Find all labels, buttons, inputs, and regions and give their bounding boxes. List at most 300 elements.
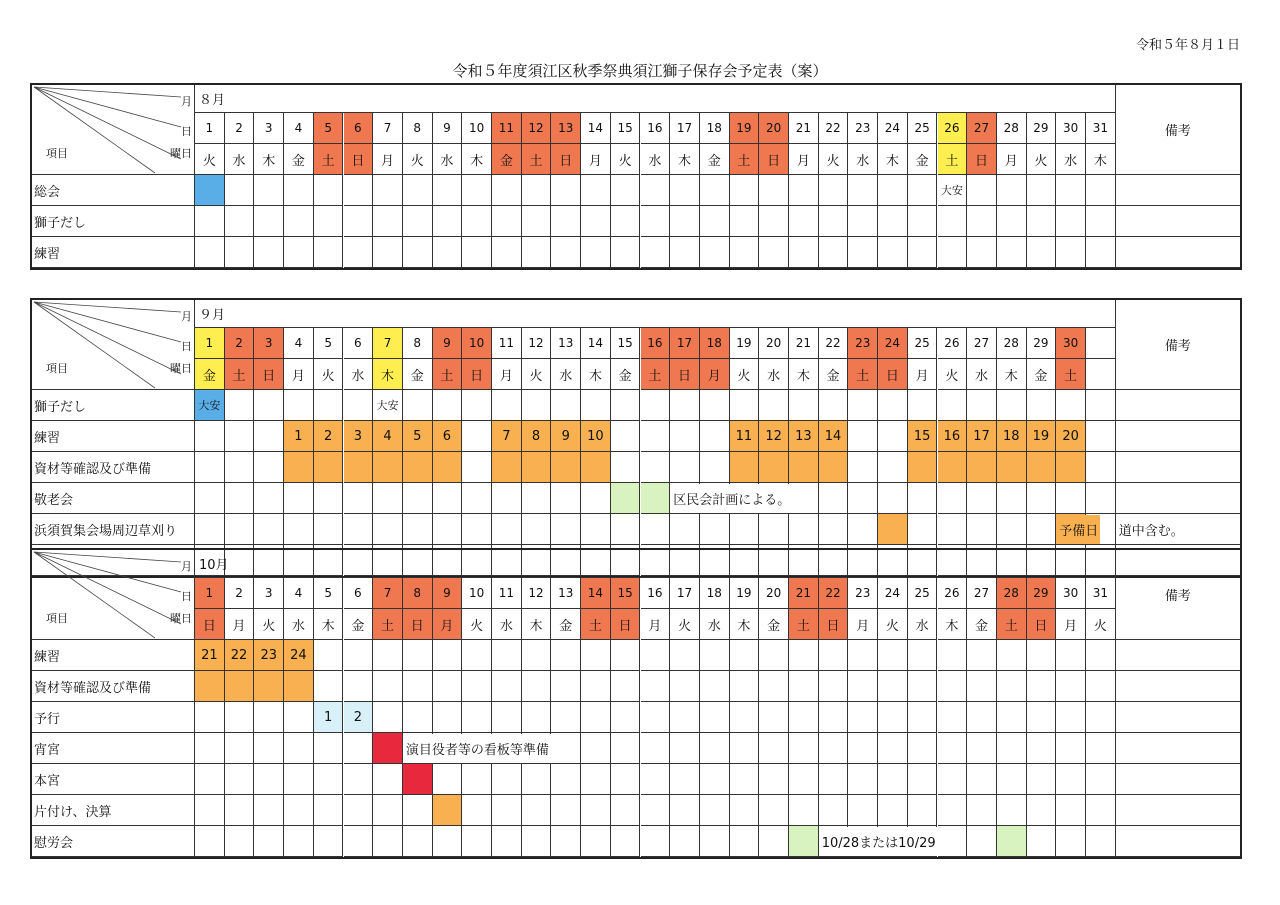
weekday: 日 — [195, 609, 225, 640]
schedule-cell — [403, 702, 433, 733]
weekday: 月 — [908, 359, 938, 390]
day-number: 23 — [848, 328, 878, 359]
schedule-cell — [551, 640, 581, 671]
row-label: 敬老会 — [32, 483, 195, 514]
schedule-cell — [522, 826, 552, 857]
day-number: 14 — [581, 328, 611, 359]
schedule-cell — [997, 733, 1027, 764]
weekday: 土 — [641, 359, 671, 390]
schedule-cell — [1056, 237, 1086, 268]
schedule-cell — [462, 514, 492, 545]
schedule-cell — [581, 671, 611, 702]
schedule-cell — [344, 733, 374, 764]
day-number: 17 — [670, 113, 700, 144]
weekday: 金 — [492, 144, 522, 175]
weekday: 水 — [225, 144, 255, 175]
schedule-cell — [522, 452, 552, 483]
day-number: 24 — [878, 578, 908, 609]
schedule-cell — [284, 702, 314, 733]
weekday: 土 — [225, 359, 255, 390]
schedule-cell — [1056, 452, 1086, 483]
schedule-cell — [492, 671, 522, 702]
schedule-cell — [819, 483, 849, 514]
schedule-cell — [848, 175, 878, 206]
day-number: 16 — [641, 113, 671, 144]
weekday: 月 — [433, 609, 463, 640]
day-number: 19 — [730, 578, 760, 609]
schedule-cell — [195, 795, 225, 826]
weekday: 月 — [284, 359, 314, 390]
day-number: 18 — [700, 578, 730, 609]
row-label: 資材等確認及び準備 — [32, 671, 195, 702]
schedule-cell — [908, 640, 938, 671]
weekday: 水 — [551, 359, 581, 390]
header-diagonal-lines — [32, 85, 195, 175]
schedule-cell — [344, 671, 374, 702]
schedule-cell — [195, 452, 225, 483]
remarks-cell — [1116, 390, 1240, 421]
schedule-cell — [492, 175, 522, 206]
schedule-cell — [225, 764, 255, 795]
diagonal-line — [34, 87, 181, 127]
weekday: 金 — [819, 359, 849, 390]
schedule-cell — [225, 702, 255, 733]
schedule-cell: 23 — [254, 640, 284, 671]
weekday: 木 — [878, 144, 908, 175]
schedule-cell — [433, 452, 463, 483]
day-number: 12 — [522, 113, 552, 144]
schedule-cell — [1027, 826, 1057, 857]
remarks-cell — [1116, 671, 1240, 702]
schedule-cell — [344, 764, 374, 795]
schedule-cell — [433, 795, 463, 826]
schedule-cell — [1086, 237, 1116, 268]
schedule-cell — [938, 733, 968, 764]
schedule-cell — [403, 764, 433, 795]
schedule-cell — [1027, 640, 1057, 671]
schedule-cell — [938, 795, 968, 826]
schedule-cell — [1027, 671, 1057, 702]
schedule-cell — [819, 764, 849, 795]
schedule-cell — [195, 175, 225, 206]
schedule-cell — [967, 175, 997, 206]
schedule-cell — [700, 206, 730, 237]
month-label: ９月 — [195, 300, 1116, 328]
day-number: 12 — [522, 328, 552, 359]
schedule-cell — [373, 764, 403, 795]
schedule-cell — [1027, 452, 1057, 483]
schedule-cell — [225, 390, 255, 421]
weekday: 火 — [254, 609, 284, 640]
schedule-cell — [1056, 702, 1086, 733]
header-corner — [32, 85, 195, 175]
weekday: 金 — [195, 359, 225, 390]
weekday: 日 — [462, 359, 492, 390]
schedule-cell — [759, 795, 789, 826]
diagonal-line — [34, 302, 181, 342]
schedule-cell — [403, 390, 433, 421]
schedule-cell — [789, 483, 819, 514]
weekday: 土 — [373, 609, 403, 640]
schedule-cell — [522, 764, 552, 795]
weekday: 金 — [344, 609, 374, 640]
schedule-cell — [314, 514, 344, 545]
day-number: 15 — [611, 113, 641, 144]
schedule-cell — [908, 671, 938, 702]
schedule-cell — [759, 640, 789, 671]
day-number: 20 — [759, 578, 789, 609]
schedule-cell — [759, 175, 789, 206]
weekday: 木 — [462, 144, 492, 175]
schedule-cell — [551, 175, 581, 206]
weekday: 日 — [551, 144, 581, 175]
weekday: 土 — [314, 144, 344, 175]
weekday: 金 — [611, 359, 641, 390]
schedule-cell — [611, 390, 641, 421]
schedule-cell — [403, 206, 433, 237]
schedule-cell — [611, 452, 641, 483]
schedule-cell — [344, 826, 374, 857]
schedule-cell — [908, 206, 938, 237]
schedule-cell — [522, 206, 552, 237]
schedule-cell — [195, 826, 225, 857]
schedule-cell — [938, 826, 968, 857]
weekday: 日 — [819, 609, 849, 640]
schedule-cell — [759, 764, 789, 795]
schedule-cell — [670, 452, 700, 483]
schedule-cell — [670, 764, 700, 795]
schedule-cell — [759, 237, 789, 268]
schedule-cell — [314, 640, 344, 671]
schedule-cell — [967, 452, 997, 483]
schedule-cell — [581, 702, 611, 733]
weekday: 火 — [522, 359, 552, 390]
schedule-cell — [1027, 237, 1057, 268]
schedule-cell — [433, 175, 463, 206]
schedule-cell — [1086, 390, 1116, 421]
day-number: 11 — [492, 578, 522, 609]
schedule-cell — [462, 237, 492, 268]
remarks-cell — [1116, 795, 1240, 826]
schedule-cell — [492, 390, 522, 421]
schedule-cell — [908, 452, 938, 483]
schedule-cell — [225, 175, 255, 206]
day-number: 16 — [641, 328, 671, 359]
schedule-cell — [967, 206, 997, 237]
remarks-cell — [1116, 421, 1240, 452]
schedule-cell — [462, 452, 492, 483]
schedule-cell — [670, 671, 700, 702]
weekday: 土 — [1056, 359, 1086, 390]
schedule-cell: 1 — [284, 421, 314, 452]
schedule-cell — [522, 483, 552, 514]
schedule-cell: 20 — [1056, 421, 1086, 452]
month-label: 10月 — [195, 550, 1116, 578]
schedule-cell — [1027, 206, 1057, 237]
schedule-cell — [700, 671, 730, 702]
schedule-cell — [819, 640, 849, 671]
day-number: 10 — [462, 113, 492, 144]
day-number: 1 — [195, 113, 225, 144]
schedule-cell — [789, 702, 819, 733]
schedule-cell — [1086, 421, 1116, 452]
schedule-cell — [967, 237, 997, 268]
schedule-cell — [492, 514, 522, 545]
header-item-label: 項目 — [46, 147, 68, 160]
day-number: 9 — [433, 328, 463, 359]
weekday: 木 — [997, 359, 1027, 390]
day-number: 17 — [670, 328, 700, 359]
schedule-cell — [344, 514, 374, 545]
schedule-cell — [789, 795, 819, 826]
schedule-cell — [581, 826, 611, 857]
remarks-cell — [1116, 206, 1240, 237]
remarks-header: 備考 — [1116, 300, 1240, 390]
schedule-cell — [641, 421, 671, 452]
schedule-cell — [344, 640, 374, 671]
schedule-cell — [433, 390, 463, 421]
weekday: 土 — [938, 144, 968, 175]
schedule-cell — [908, 237, 938, 268]
day-number: 9 — [433, 113, 463, 144]
schedule-cell — [492, 483, 522, 514]
schedule-cell — [284, 514, 314, 545]
row-label: 浜須賀集会場周辺草刈り — [32, 514, 195, 545]
schedule-cell — [1056, 733, 1086, 764]
schedule-cell: 24 — [284, 640, 314, 671]
day-number — [1086, 328, 1116, 359]
header-item-label: 項目 — [46, 362, 68, 375]
schedule-cell — [254, 421, 284, 452]
schedule-cell — [759, 733, 789, 764]
day-number: 23 — [848, 113, 878, 144]
schedule-cell — [641, 733, 671, 764]
header-diagonal-lines — [32, 550, 195, 640]
schedule-cell — [433, 671, 463, 702]
schedule-cell — [759, 390, 789, 421]
weekday: 火 — [611, 144, 641, 175]
schedule-cell — [403, 640, 433, 671]
weekday: 月 — [373, 144, 403, 175]
schedule-cell — [492, 452, 522, 483]
day-number: 13 — [551, 328, 581, 359]
weekday: 日 — [254, 359, 284, 390]
schedule-cell — [254, 206, 284, 237]
schedule-cell — [433, 640, 463, 671]
schedule-cell — [730, 795, 760, 826]
day-number: 7 — [373, 578, 403, 609]
day-number: 26 — [938, 328, 968, 359]
day-number: 10 — [462, 578, 492, 609]
schedule-cell — [344, 452, 374, 483]
schedule-cell — [611, 640, 641, 671]
day-number: 13 — [551, 113, 581, 144]
weekday: 水 — [641, 144, 671, 175]
header-corner — [32, 550, 195, 640]
schedule-cell — [670, 795, 700, 826]
schedule-cell — [1056, 795, 1086, 826]
schedule-cell — [1086, 764, 1116, 795]
schedule-cell — [848, 795, 878, 826]
schedule-cell — [581, 390, 611, 421]
schedule-cell — [195, 671, 225, 702]
weekday: 日 — [1027, 609, 1057, 640]
schedule-cell — [314, 452, 344, 483]
schedule-cell — [819, 702, 849, 733]
day-number: 21 — [789, 578, 819, 609]
schedule-cell — [254, 671, 284, 702]
schedule-cell — [641, 206, 671, 237]
schedule-note: 予備日 — [1057, 515, 1100, 544]
day-number: 29 — [1027, 113, 1057, 144]
schedule-cell — [581, 640, 611, 671]
weekday: 水 — [344, 359, 374, 390]
schedule-cell — [581, 764, 611, 795]
schedule-cell — [878, 671, 908, 702]
schedule-cell — [551, 795, 581, 826]
schedule-cell: 9 — [551, 421, 581, 452]
header-corner — [32, 300, 195, 390]
schedule-cell — [938, 390, 968, 421]
schedule-cell — [551, 671, 581, 702]
schedule-cell — [848, 764, 878, 795]
schedule-cell — [1056, 640, 1086, 671]
schedule-cell — [848, 390, 878, 421]
schedule-cell — [581, 237, 611, 268]
schedule-cell — [967, 764, 997, 795]
schedule-cell — [284, 237, 314, 268]
schedule-cell — [670, 826, 700, 857]
weekday: 金 — [908, 144, 938, 175]
schedule-cell — [254, 826, 284, 857]
schedule-cell — [819, 237, 849, 268]
schedule-cell — [997, 237, 1027, 268]
document-date: 令和５年８月１日 — [1135, 38, 1240, 53]
schedule-cell — [670, 237, 700, 268]
schedule-cell — [878, 764, 908, 795]
schedule-cell — [492, 206, 522, 237]
schedule-cell — [1027, 483, 1057, 514]
schedule-cell — [225, 733, 255, 764]
schedule-cell — [1056, 764, 1086, 795]
schedule-cell — [819, 514, 849, 545]
schedule-cell — [284, 764, 314, 795]
diagonal-line — [34, 552, 181, 592]
day-number: 5 — [314, 328, 344, 359]
remarks-cell — [1116, 640, 1240, 671]
schedule-cell — [195, 764, 225, 795]
weekday: 木 — [314, 609, 344, 640]
schedule-cell — [373, 514, 403, 545]
schedule-cell: 14 — [819, 421, 849, 452]
schedule-cell — [1086, 452, 1116, 483]
day-number: 30 — [1056, 113, 1086, 144]
schedule-cell — [195, 206, 225, 237]
day-number: 14 — [581, 578, 611, 609]
schedule-cell — [522, 671, 552, 702]
schedule-cell — [611, 237, 641, 268]
day-number: 24 — [878, 328, 908, 359]
schedule-cell — [908, 390, 938, 421]
schedule-cell — [938, 764, 968, 795]
schedule-cell — [284, 733, 314, 764]
schedule-cell — [254, 452, 284, 483]
schedule-cell — [938, 483, 968, 514]
schedule-cell — [254, 237, 284, 268]
schedule-cell — [759, 452, 789, 483]
schedule-cell — [254, 390, 284, 421]
weekday: 日 — [344, 144, 374, 175]
weekday: 月 — [1056, 609, 1086, 640]
schedule-cell — [314, 483, 344, 514]
schedule-cell: 大安 — [938, 175, 968, 206]
schedule-cell — [403, 483, 433, 514]
schedule-cell — [848, 237, 878, 268]
weekday: 火 — [403, 144, 433, 175]
schedule-cell — [195, 421, 225, 452]
remarks-cell — [1116, 483, 1240, 514]
schedule-cell — [551, 237, 581, 268]
schedule-cell — [848, 640, 878, 671]
header-weekday-label: 曜日 — [170, 147, 192, 160]
schedule-cell — [908, 764, 938, 795]
schedule-cell — [373, 733, 403, 764]
schedule-cell — [700, 175, 730, 206]
schedule-cell — [700, 826, 730, 857]
schedule-cell — [759, 671, 789, 702]
schedule-cell — [344, 483, 374, 514]
schedule-cell — [462, 421, 492, 452]
weekday: 火 — [938, 359, 968, 390]
day-number: 1 — [195, 328, 225, 359]
schedule-cell — [1027, 702, 1057, 733]
schedule-cell — [641, 175, 671, 206]
schedule-cell — [967, 671, 997, 702]
day-number: 22 — [819, 113, 849, 144]
schedule-cell — [611, 733, 641, 764]
schedule-cell — [462, 175, 492, 206]
schedule-cell — [997, 483, 1027, 514]
schedule-cell — [314, 795, 344, 826]
schedule-cell — [195, 483, 225, 514]
schedule-cell — [284, 483, 314, 514]
schedule-cell — [700, 452, 730, 483]
schedule-cell: 17 — [967, 421, 997, 452]
schedule-cell: 大安 — [195, 390, 225, 421]
schedule-cell — [819, 795, 849, 826]
schedule-cell — [730, 671, 760, 702]
schedule-cell — [403, 452, 433, 483]
schedule-cell — [848, 421, 878, 452]
document-title: 令和５年度須江区秋季祭典須江獅子保存会予定表（案） — [452, 62, 828, 80]
diagonal-line — [34, 302, 181, 312]
day-number: 2 — [225, 328, 255, 359]
weekday: 金 — [403, 359, 433, 390]
schedule-cell: 大安 — [373, 390, 403, 421]
schedule-cell — [433, 483, 463, 514]
weekday: 金 — [284, 144, 314, 175]
schedule-cell — [284, 795, 314, 826]
schedule-cell: 5 — [403, 421, 433, 452]
schedule-cell — [967, 390, 997, 421]
schedule-cell — [462, 640, 492, 671]
schedule-cell — [314, 206, 344, 237]
weekday: 土 — [433, 359, 463, 390]
weekday: 日 — [670, 359, 700, 390]
schedule-cell — [967, 702, 997, 733]
weekday: 木 — [670, 144, 700, 175]
schedule-cell — [1056, 175, 1086, 206]
